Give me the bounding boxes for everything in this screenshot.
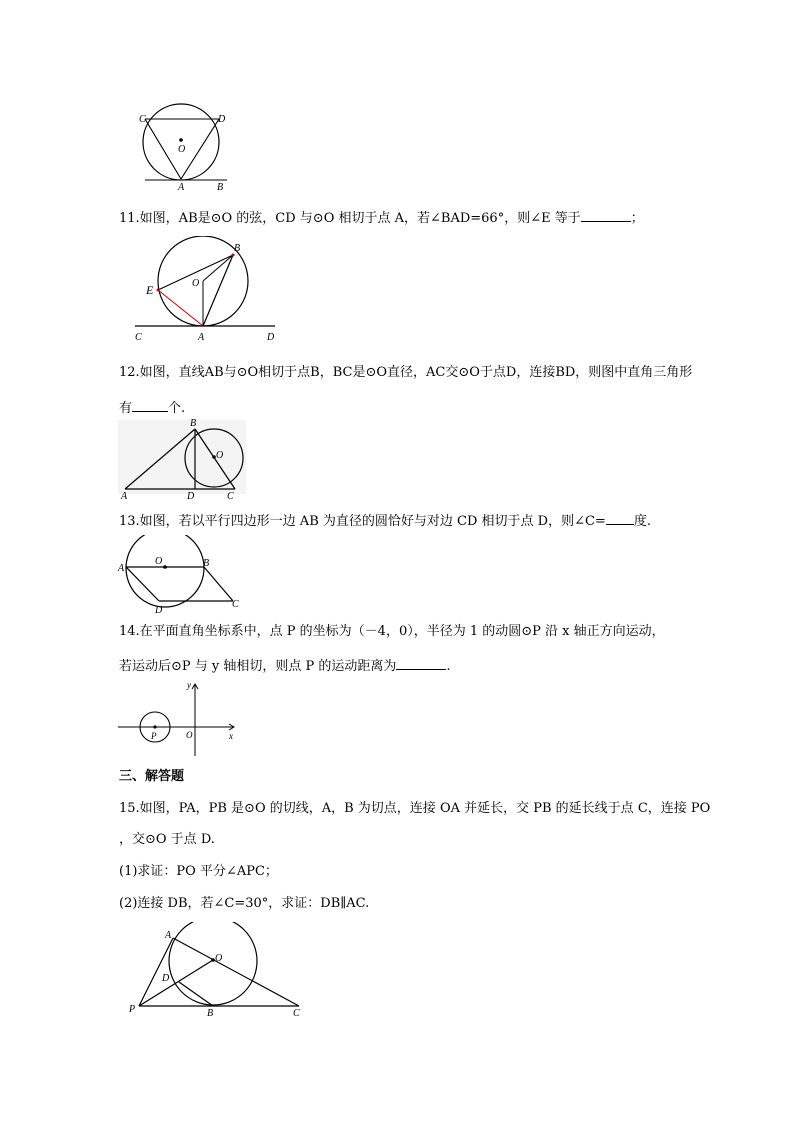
label-B: B [190, 418, 197, 429]
question-12-line1: 12.如图，直线AB与⊙O相切于点B，BC是⊙O直径，AC交⊙O于点D，连接BD，则图中直角三角形 [119, 365, 693, 380]
question-11-text: 11.如图，AB是⊙O 的弦，CD 与⊙O 相切于点 A，若∠BAD=66°，则∠E 等于 [119, 211, 581, 226]
label-D: D [187, 491, 195, 502]
label-O: O [186, 730, 193, 740]
label-P: P [129, 1004, 136, 1015]
label-A: A [121, 491, 128, 502]
label-A: A [165, 930, 172, 941]
label-B: B [207, 1008, 214, 1019]
label-C: C [135, 332, 142, 343]
answer-blank-12[interactable] [132, 398, 168, 412]
label-C: C [232, 599, 239, 610]
label-B: B [217, 182, 224, 193]
question-15-line1: 15.如图，PA，PB 是⊙O 的切线，A，B 为切点，连接 OA 并延长，交 PB 的延长线于点 C，连接 PO [119, 801, 711, 816]
label-D: D [162, 973, 170, 984]
question-14-line2: 若运动后⊙P 与 y 轴相切，则点 P 的运动距离为 . [119, 656, 451, 675]
question-15-part2: (2)连接 DB，若∠C=30°，求证：DB∥AC. [119, 896, 370, 911]
label-O: O [215, 953, 223, 964]
label-D: D [218, 114, 226, 125]
question-13: 13.如图，若以平行四边形一边 AB 为直径的圆恰好与对边 CD 相切于点 D，则∠C= 度. [119, 511, 651, 530]
label-B: B [203, 558, 210, 569]
label-A: A [118, 563, 125, 574]
figure-q15 [125, 922, 310, 1022]
label-C: C [227, 491, 234, 502]
question-15-line2: ，交⊙O 于点 D. [119, 832, 215, 847]
label-C: C [139, 114, 146, 125]
label-y: y [187, 680, 191, 690]
label-C: C [293, 1008, 300, 1019]
label-P: P [151, 731, 157, 741]
figure-q11 [130, 236, 280, 344]
label-D: D [267, 332, 275, 343]
question-14-line1: 14.在平面直角坐标系中，点 P 的坐标为（－4，0），半径为 1 的动圆⊙P 沿 x 轴正方向运动， [119, 624, 665, 639]
answer-blank-11[interactable] [581, 208, 631, 222]
question-15-part1: (1)求证：PO 平分∠APC； [119, 864, 278, 879]
label-O: O [178, 144, 186, 155]
label-O: O [192, 278, 200, 289]
figure-q12 [115, 414, 250, 502]
section-heading: 三、解答题 [119, 769, 185, 784]
label-E: E [146, 283, 154, 297]
question-12-line2: 有 个. [119, 398, 185, 417]
label-x: x [229, 731, 233, 741]
label-D: D [155, 605, 163, 615]
figure-q14 [118, 676, 240, 760]
answer-blank-14[interactable] [396, 656, 446, 670]
figure-q13 [115, 535, 255, 615]
label-O: O [216, 450, 224, 461]
label-A: A [178, 182, 185, 193]
answer-blank-13[interactable] [606, 511, 634, 525]
figure-q10 [135, 95, 245, 195]
label-A: A [198, 332, 205, 343]
question-11: 11.如图，AB是⊙O 的弦，CD 与⊙O 相切于点 A，若∠BAD=66°，则∠E 等于 ； [119, 208, 644, 227]
label-B: B [234, 243, 241, 254]
label-O: O [155, 556, 163, 567]
